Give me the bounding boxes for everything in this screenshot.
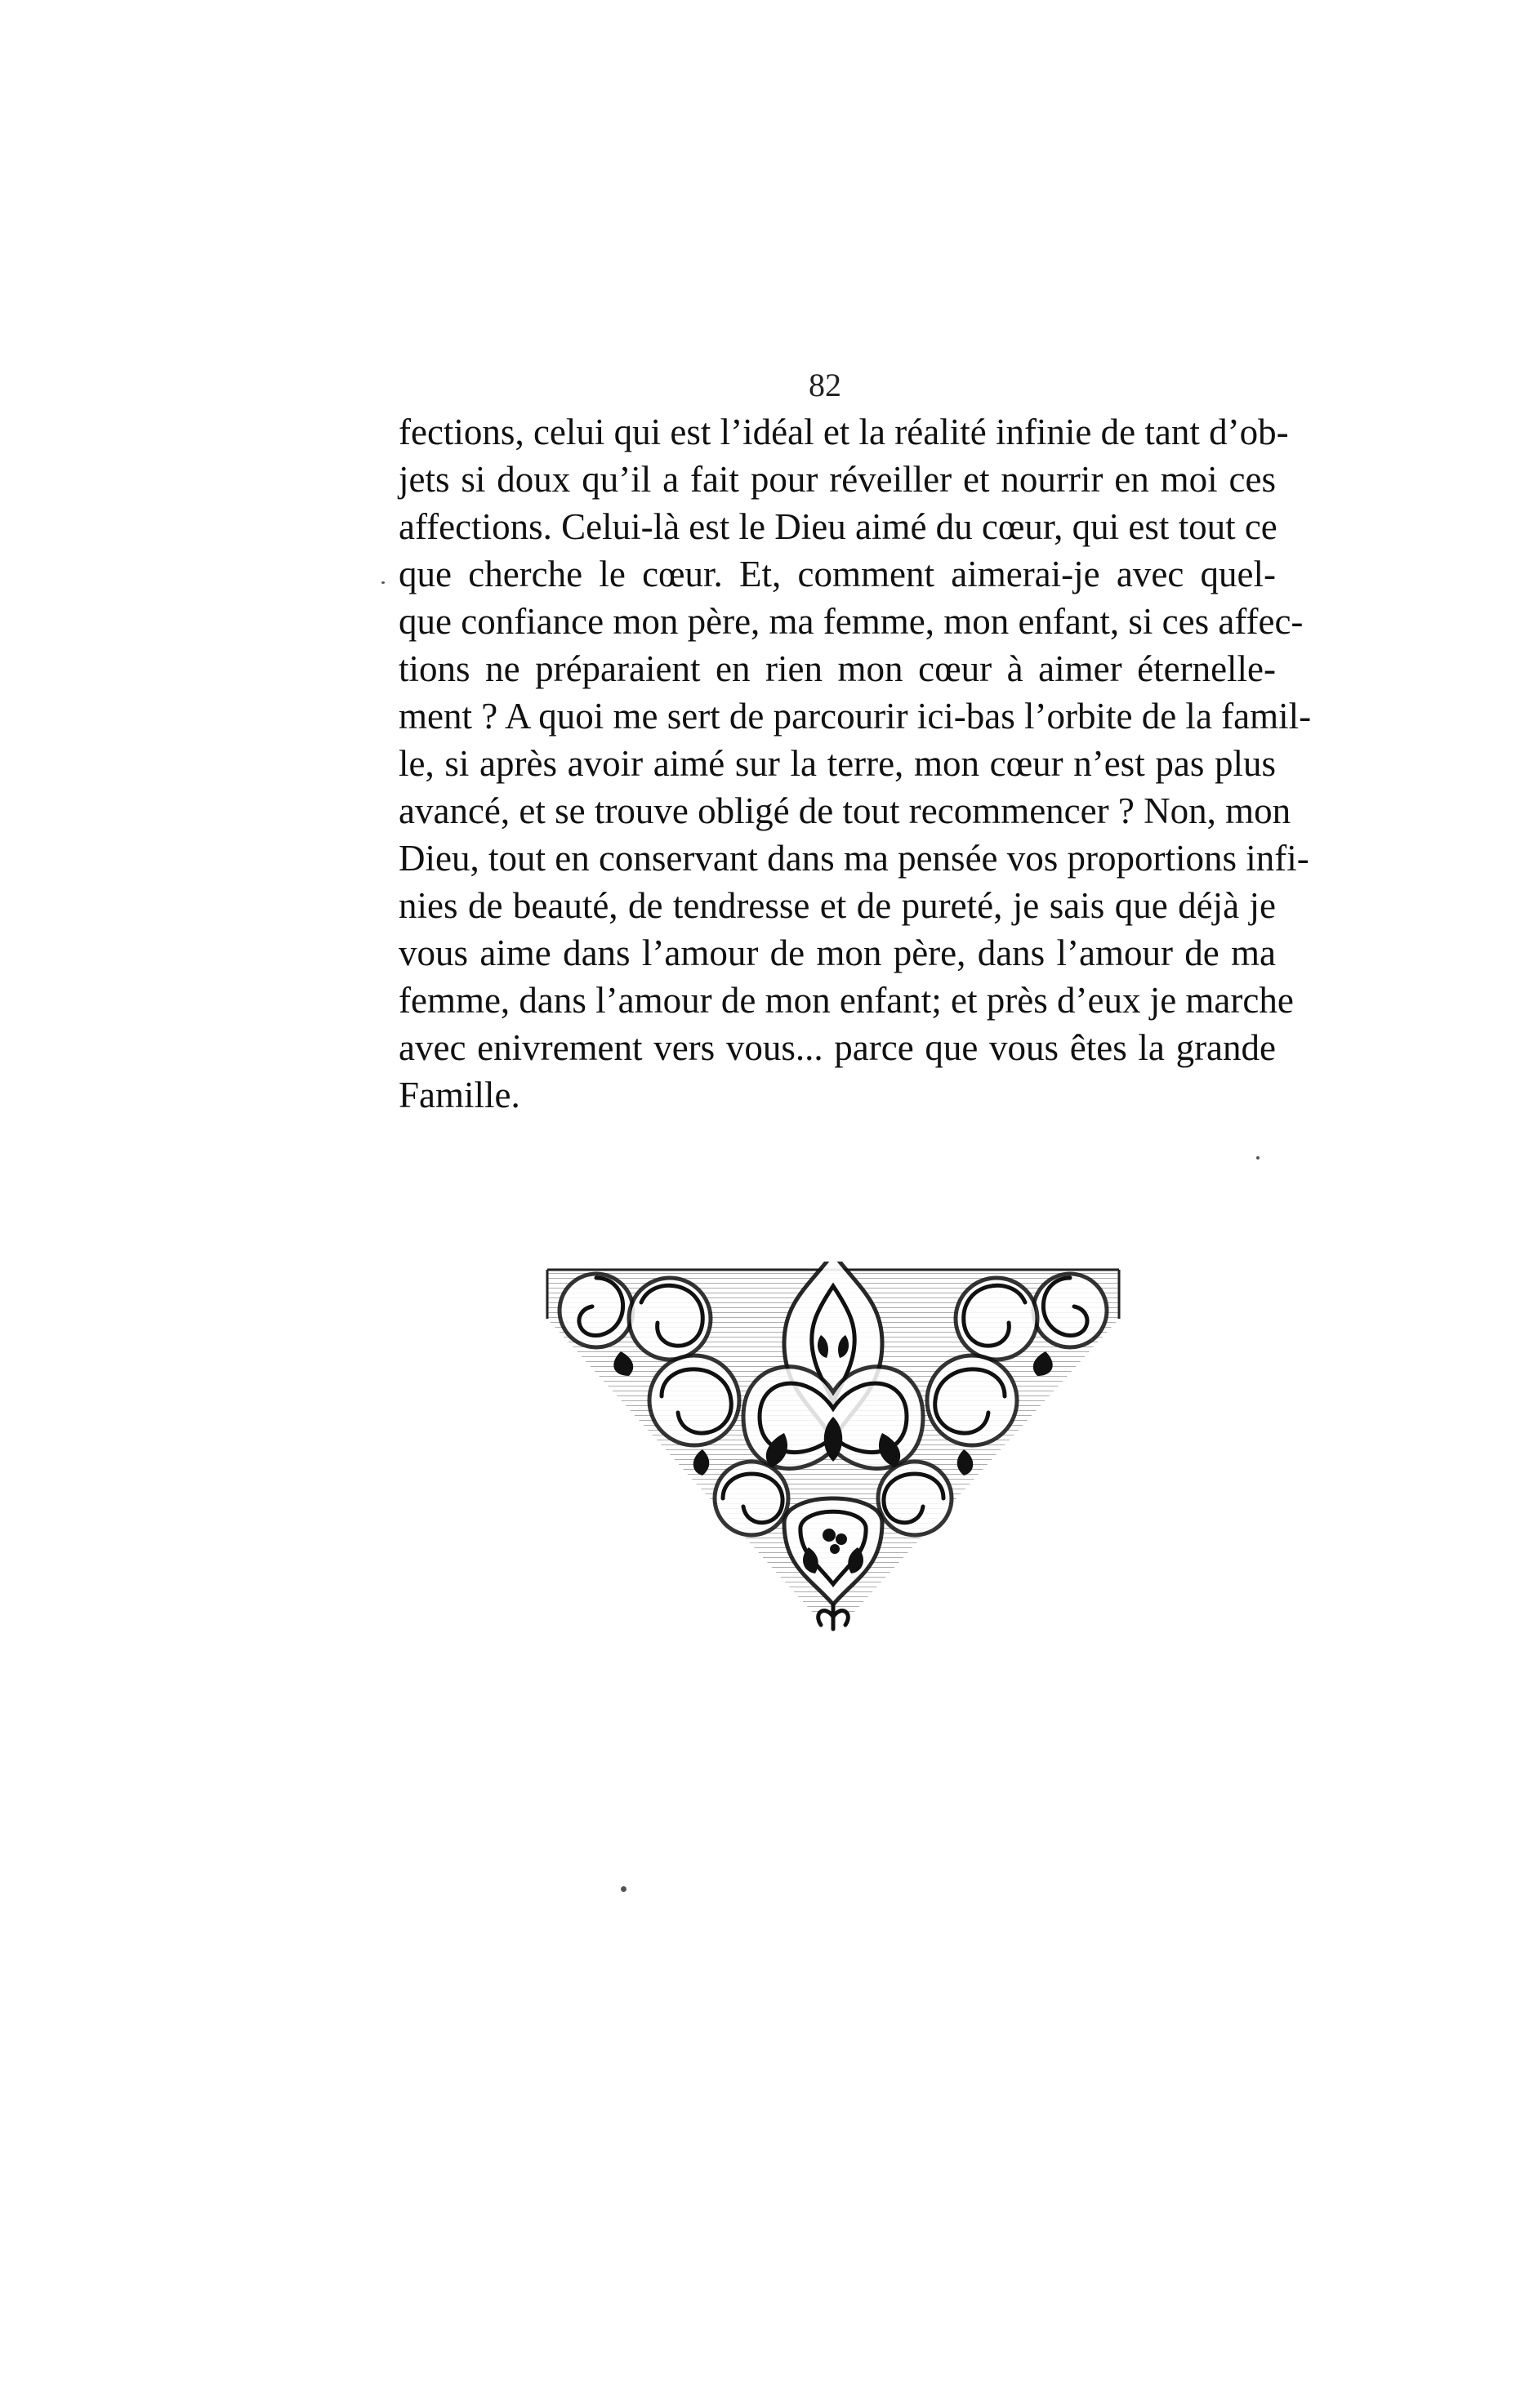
text-line: fections, celui qui est l’idéal et la réalité infinie de tant d’ob- (399, 412, 1289, 452)
paper-speck (381, 581, 385, 584)
text-line: jets si doux qu’il a fait pour réveiller et nourrir en moi ces (399, 459, 1276, 500)
text-line: femme, dans l’amour de mon enfant; et près d’eux je marche (399, 980, 1294, 1021)
text-line: ment ? A quoi me sert de parcourir ici-bas l’orbite de la famil- (399, 696, 1312, 737)
text-line: avec enivrement vers vous... parce que vous êtes la grande (399, 1027, 1276, 1068)
text-line: que cherche le cœur. Et, comment aimerai-je avec quel- (399, 554, 1276, 594)
paper-speck (1256, 1156, 1260, 1159)
body-paragraph (399, 408, 1312, 1119)
page-number: 82 (809, 367, 841, 403)
tailpiece-ornament-icon (539, 1253, 1127, 1637)
text-line: que confiance mon père, ma femme, mon enfant, si ces affec- (399, 601, 1304, 642)
text-line: avancé, et se trouve obligé de tout recommencer ? Non, mon (399, 790, 1291, 831)
text-line: Famille. (399, 1075, 520, 1115)
text-line: affections. Celui-là est le Dieu aimé du cœur, qui est tout ce (399, 506, 1277, 547)
text-line: le, si après avoir aimé sur la terre, mon cœur n’est pas plus (399, 743, 1276, 784)
text-line: tions ne préparaient en rien mon cœur à aimer éternelle- (399, 648, 1276, 689)
paper-speck (621, 1886, 626, 1892)
text-line: nies de beauté, de tendresse et de pureté, je sais que déjà je (399, 885, 1276, 926)
text-line: vous aime dans l’amour de mon père, dans l’amour de ma (399, 932, 1276, 973)
text-line: Dieu, tout en conservant dans ma pensée vos proportions infi- (399, 838, 1309, 879)
